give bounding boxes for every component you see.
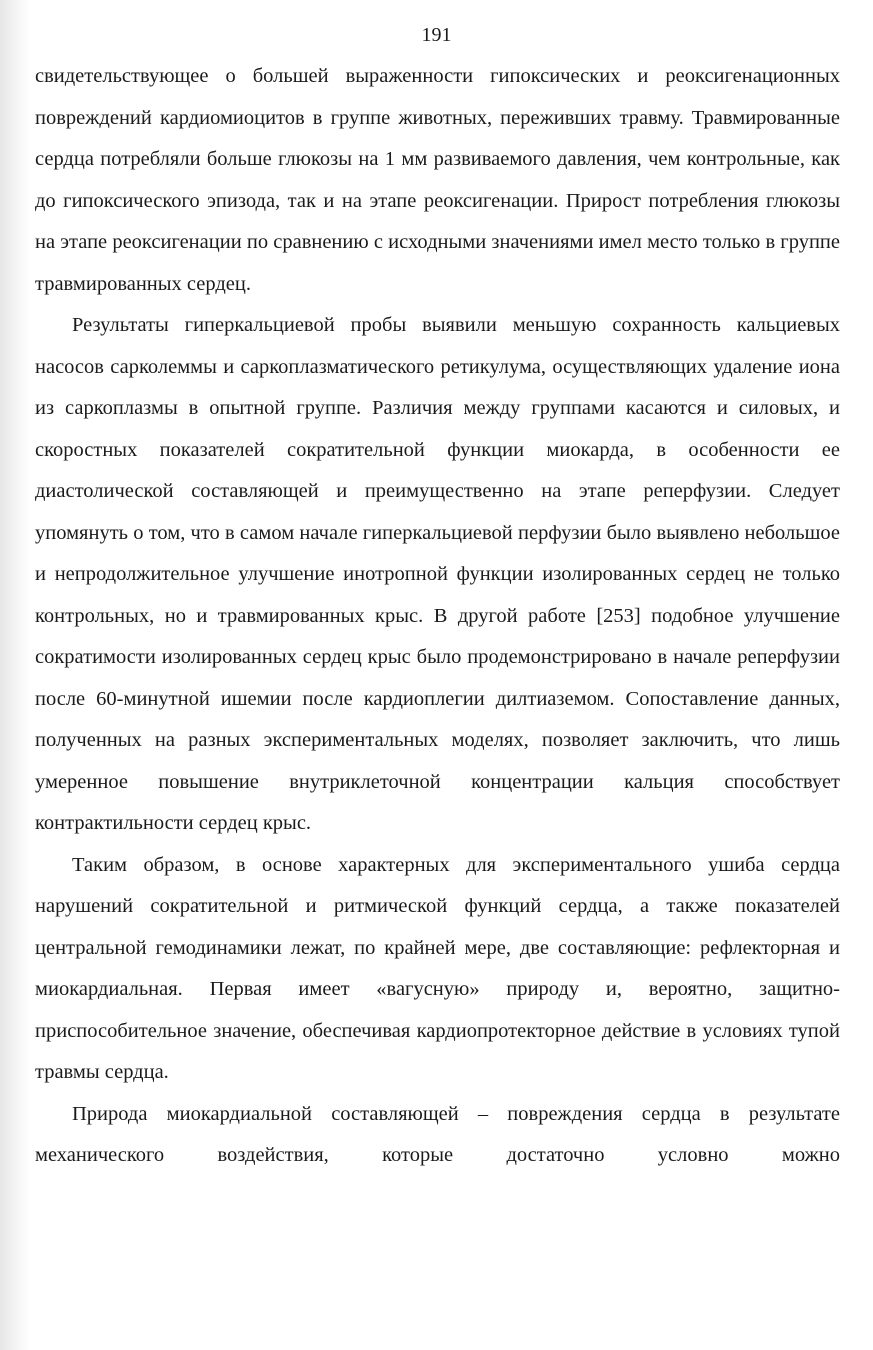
paragraph-1: свидетельствующее о большей выраженности гипоксических и реоксигенационных повреждений кардиомиоцитов в группе животных, переживших травму. Травмированные сердца потребляли больше глюкозы на 1 мм развиваемого давления, чем контрольные, как до гипоксического эпизода, так и на этапе реоксигенации. Прирост потребления глюкозы на этапе реоксигенации по сравнению с исходными значениями имел место только в группе травмированных сердец.: [35, 65, 840, 295]
body-text: [35, 56, 840, 1177]
page-number: 191: [421, 24, 452, 46]
scan-edge-shadow: [0, 0, 30, 1350]
paragraph-4: Природа миокардиальной составляющей – повреждения сердца в результате механического воздействия, которые достаточно условно можно: [35, 1102, 840, 1166]
paragraph-2: Результаты гиперкальциевой пробы выявили меньшую сохранность кальциевых насосов сарколеммы и саркоплазматического ретикулума, осуществляющих удаление иона из саркоплазмы в опытной группе. Различия между группами касаются и силовых, и скоростных показателей сократительной функции миокарда, в особенности ее диастолической составляющей и преимущественно на этапе реперфузии. Следует упомянуть о том, что в самом начале гиперкальциевой перфузии было выявлено небольшое и непродолжительное улучшение инотропной функции изолированных сердец не только контрольных, но и травмированных крыс. В другой работе [253] подобное улучшение сократимости изолированных сердец крыс было продемонстрировано в начале реперфузии после 60-минутной ишемии после кардиоплегии дилтиаземом. Сопоставление данных, полученных на разных экспериментальных моделях, позволяет заключить, что лишь умеренное повышение внутриклеточной концентрации кальция способствует контрактильности сердец крыс.: [35, 314, 840, 834]
paragraph-3: Таким образом, в основе характерных для экспериментального ушиба сердца нарушений сократительной и ритмической функций сердца, а также показателей центральной гемодинамики лежат, по крайней мере, две составляющие: рефлекторная и миокардиальная. Первая имеет «вагусную» природу и, вероятно, защитно-приспособительное значение, обеспечивая кардиопротекторное действие в условиях тупой травмы сердца.: [35, 853, 840, 1083]
